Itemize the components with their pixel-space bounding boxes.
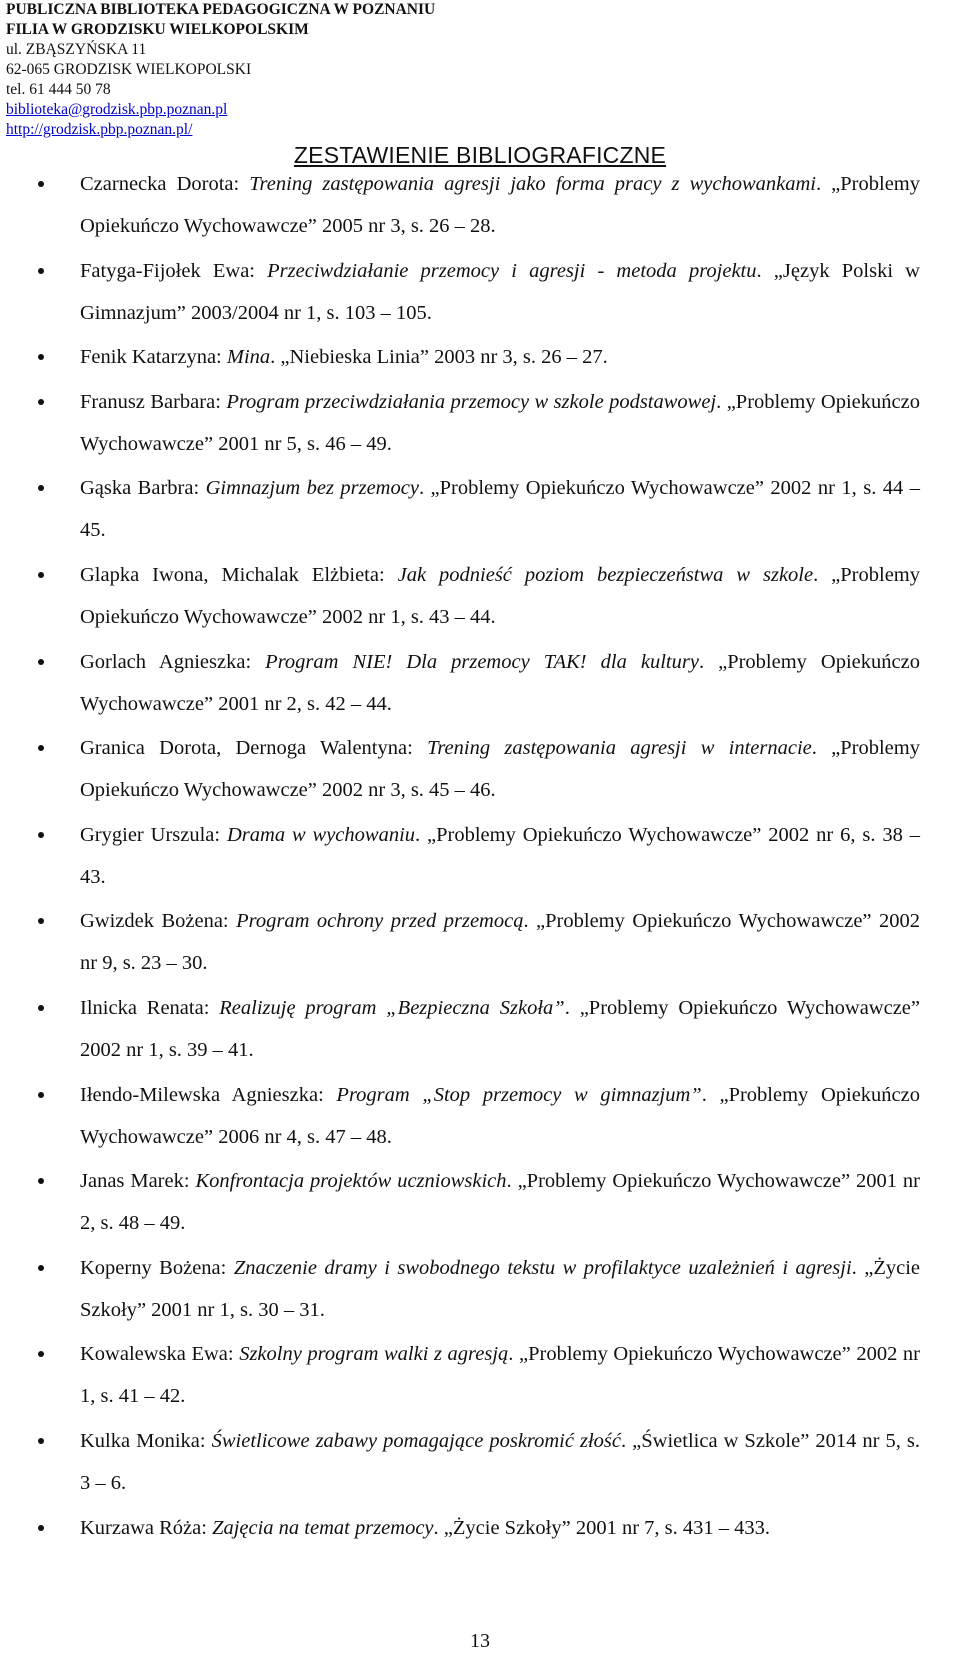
entry-title: Trening zastępowania agresji w internacie <box>427 737 812 760</box>
list-item <box>0 1420 960 1504</box>
list-item <box>0 814 960 898</box>
entry-source: . „Problemy Opiekuńczo Wychowawcze” 2001 nr 5, s. 46 – 49. <box>80 390 920 455</box>
entry-author: Glapka Iwona, Michalak Elżbieta: <box>80 563 398 586</box>
list-item <box>0 467 960 551</box>
entry-author: Fatyga-Fijołek Ewa: <box>80 259 268 282</box>
entry-author: Gorlach Agnieszka: <box>80 650 266 673</box>
entry-author: Iłendo-Milewska Agnieszka: <box>80 1083 337 1106</box>
entry-author: Kurzawa Róża: <box>80 1516 213 1539</box>
library-header <box>6 0 435 140</box>
entry-title: Znaczenie dramy i swobodnego tekstu w profilaktyce uzależnień i agresji <box>233 1256 852 1279</box>
library-email-link[interactable]: biblioteka@grodzisk.pbp.poznan.pl <box>6 101 228 118</box>
list-item <box>0 250 960 334</box>
entry-source: . „Życie Szkoły” 2001 nr 1, s. 30 – 31. <box>80 1256 920 1321</box>
entry-title: Program przeciwdziałania przemocy w szkole podstawowej <box>226 390 717 413</box>
entry-title: Szkolny program walki z agresją <box>239 1343 509 1366</box>
entry-author: Janas Marek: <box>80 1170 196 1193</box>
entry-title: Gimnazjum bez przemocy <box>205 477 419 500</box>
library-branch: FILIA W GRODZISKU WIELKOPOLSKIM <box>6 21 309 38</box>
library-name: PUBLICZNA BIBLIOTEKA PEDAGOGICZNA W POZNANIU <box>6 1 436 18</box>
library-city: 62-065 GRODZISK WIELKOPOLSKI <box>6 61 252 78</box>
list-item <box>0 641 960 725</box>
entry-author: Czarnecka Dorota: <box>80 173 250 195</box>
list-item <box>0 336 960 378</box>
bullet-icon <box>38 485 44 491</box>
entry-author: Fenik Katarzyna: <box>80 346 227 369</box>
entry-source: . „Problemy Opiekuńczo Wychowawcze” 2002 nr 1, s. 41 – 42. <box>80 1343 920 1408</box>
entry-title: Konfrontacja projektów uczniowskich <box>195 1170 507 1193</box>
library-street: ul. ZBĄSZYŃSKA 11 <box>6 41 147 58</box>
bullet-icon <box>38 745 44 751</box>
bullet-icon <box>38 268 44 274</box>
bullet-icon <box>38 1092 44 1098</box>
bullet-icon <box>38 1525 44 1531</box>
entry-source: . „Problemy Opiekuńczo Wychowawcze” 2002 nr 9, s. 23 – 30. <box>80 910 920 975</box>
list-item <box>0 1074 960 1158</box>
entry-source: . „Problemy Opiekuńczo Wychowawcze” 2002 nr 6, s. 38 – 43. <box>80 823 921 888</box>
entry-author: Kowalewska Ewa: <box>80 1343 240 1366</box>
entry-source: . „Język Polski w Gimnazjum” 2003/2004 nr 1, s. 103 – 105. <box>80 259 920 324</box>
page-number: 13 <box>470 1630 490 1652</box>
entry-title: Realizuję program „Bezpieczna Szkoła” <box>219 996 565 1019</box>
list-item <box>0 1507 960 1549</box>
entry-author: Kulka Monika: <box>80 1429 212 1452</box>
entry-title: Świetlicowe zabawy pomagające poskromić złość <box>211 1429 622 1452</box>
entry-source: . „Problemy Opiekuńczo Wychowawcze” 2002 nr 1, s. 44 – 45. <box>80 477 920 542</box>
entry-source: . „Niebieska Linia” 2003 nr 3, s. 26 – 27. <box>270 346 608 369</box>
entry-author: Franusz Barbara: <box>80 390 227 413</box>
entry-author: Gąska Barbra: <box>80 477 206 500</box>
bibliography-list <box>0 163 960 1551</box>
entry-title: Zajęcia na temat przemocy <box>212 1516 434 1539</box>
bullet-icon <box>38 1265 44 1271</box>
library-website-link[interactable]: http://grodzisk.pbp.poznan.pl/ <box>6 121 193 138</box>
entry-title: Program NIE! Dla przemocy TAK! dla kultury <box>265 650 699 673</box>
entry-title: Program „Stop przemocy w gimnazjum” <box>336 1083 702 1106</box>
bullet-icon <box>38 1438 44 1444</box>
bullet-icon <box>38 1178 44 1184</box>
entry-author: Ilnicka Renata: <box>80 996 220 1019</box>
entry-source: . „Problemy Opiekuńczo Wychowawcze” 2006 nr 4, s. 47 – 48. <box>80 1083 920 1148</box>
list-item <box>0 1160 960 1244</box>
entry-title: Program ochrony przed przemocą <box>236 910 524 933</box>
entry-source: . „Problemy Opiekuńczo Wychowawcze” 2002 nr 3, s. 45 – 46. <box>80 737 920 802</box>
bullet-icon <box>38 354 44 360</box>
bullet-icon <box>38 181 44 187</box>
entry-source: . „Problemy Opiekuńczo Wychowawcze” 2001 nr 2, s. 42 – 44. <box>80 650 920 715</box>
bullet-icon <box>38 918 44 924</box>
entry-author: Granica Dorota, Dernoga Walentyna: <box>80 737 428 760</box>
page-title: ZESTAWIENIE BIBLIOGRAFICZNE <box>293 142 667 168</box>
library-phone: tel. 61 444 50 78 <box>6 81 111 98</box>
entry-source: . „Problemy Opiekuńczo Wychowawcze” 2002 nr 1, s. 39 – 41. <box>80 996 920 1061</box>
bullet-icon <box>38 832 44 838</box>
entry-title: Jak podnieść poziom bezpieczeństwa w szkole <box>397 563 814 586</box>
entry-source: . „Świetlica w Szkole” 2014 nr 5, s. 3 – 6. <box>80 1429 920 1494</box>
list-item <box>0 900 960 984</box>
bullet-icon <box>38 399 44 405</box>
bullet-icon <box>38 659 44 665</box>
bullet-icon <box>38 1351 44 1357</box>
bullet-icon <box>38 1005 44 1011</box>
entry-title: Mina <box>226 346 271 369</box>
bullet-icon <box>38 572 44 578</box>
list-item <box>0 727 960 811</box>
list-item <box>0 381 960 465</box>
list-item <box>0 1247 960 1331</box>
entry-source: . „Problemy Opiekuńczo Wychowawcze” 2001 nr 2, s. 48 – 49. <box>80 1170 921 1235</box>
entry-source: . „Życie Szkoły” 2001 nr 7, s. 431 – 433. <box>433 1516 771 1539</box>
entry-title: Drama w wychowaniu <box>226 823 416 846</box>
entry-title: Przeciwdziałanie przemocy i agresji - metoda projektu <box>267 259 757 282</box>
list-item <box>0 554 960 638</box>
list-item <box>0 1333 960 1417</box>
entry-author: Koperny Bożena: <box>80 1256 234 1279</box>
entry-author: Gwizdek Bożena: <box>80 910 237 933</box>
entry-title: Trening zastępowania agresji jako forma pracy z wychowankami <box>249 173 816 195</box>
list-item <box>0 987 960 1071</box>
list-item <box>0 163 960 247</box>
entry-source: . „Problemy Opiekuńczo Wychowawcze” 2002 nr 1, s. 43 – 44. <box>80 563 920 628</box>
entry-source: . „Problemy Opiekuńczo Wychowawcze” 2005 nr 3, s. 26 – 28. <box>80 173 921 237</box>
entry-author: Grygier Urszula: <box>80 823 227 846</box>
